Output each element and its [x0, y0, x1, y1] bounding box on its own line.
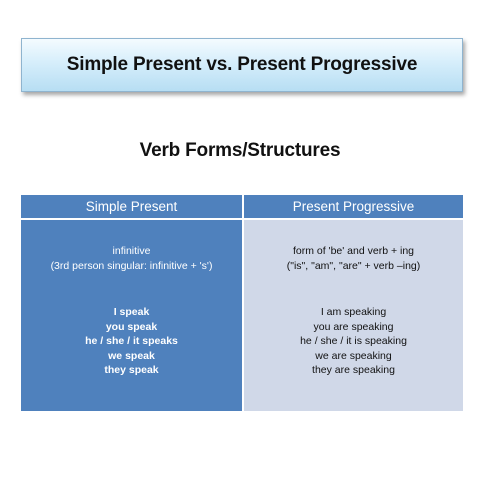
example-line: we are speaking	[315, 349, 392, 362]
example-line: they speak	[104, 364, 159, 376]
header-simple-present: Simple Present	[21, 195, 242, 218]
definition-line: form of 'be' and verb + ing	[292, 245, 415, 257]
example-line: we speak	[108, 349, 155, 362]
example-line: you are speaking	[313, 320, 394, 333]
slide-title: Simple Present vs. Present Progressive	[66, 54, 418, 75]
example-line: you speak	[105, 320, 158, 333]
slide-subtitle: Verb Forms/Structures	[139, 140, 341, 161]
example-line: he / she / it is speaking	[300, 335, 407, 347]
example-line: I am speaking	[320, 306, 387, 318]
comparison-table	[21, 195, 463, 411]
header-present-progressive: Present Progressive	[244, 195, 463, 218]
title-banner	[21, 38, 463, 92]
definition-line: ("is", "am", "are" + verb –ing)	[286, 259, 421, 272]
simple-present-examples	[85, 305, 178, 378]
definition-line: (3rd person singular: infinitive + 's')	[50, 259, 213, 272]
definition-line: infinitive	[112, 245, 151, 257]
example-line: they are speaking	[312, 364, 395, 376]
simple-present-definition	[51, 244, 213, 273]
example-line: I speak	[113, 306, 150, 318]
example-line: he / she / it speaks	[85, 335, 178, 347]
present-progressive-examples	[300, 305, 407, 378]
cell-present-progressive	[244, 220, 463, 411]
cell-simple-present	[21, 220, 242, 411]
present-progressive-definition	[287, 244, 421, 273]
